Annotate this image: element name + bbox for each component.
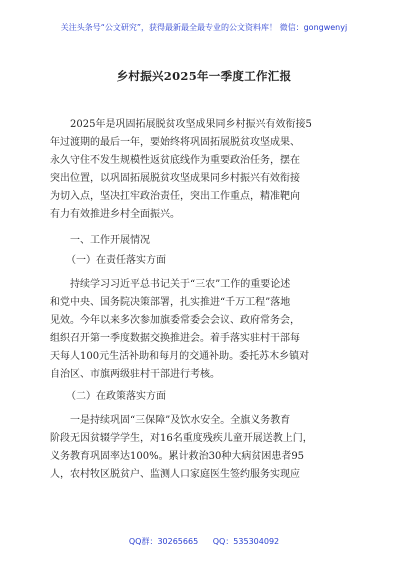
paragraph-line: 2025年是巩固拓展脱贫攻坚成果同乡村振兴有效衔接5 [70, 119, 312, 130]
paragraph-line: 见效。今年以来多次参加旗委常委会会议、政府常务会， [50, 315, 300, 326]
qq-group-number: QQ群：30265665 [128, 537, 199, 546]
paragraph-line: 天每人100元生活补助和每月的交通补助。委托苏木乡镇对 [50, 351, 310, 362]
paragraph-line: 自治区、市旗两级驻村干部进行考核。 [50, 369, 220, 380]
subsection-heading: （二）在政策落实方面 [66, 391, 166, 402]
footer-contact [0, 536, 408, 547]
paragraph-line: 一是持续巩固“三保障”及饮水安全。全旗义务教育 [70, 415, 291, 426]
paragraph-line: 组织召开第一季度数据交换推进会。着手落实驻村干部每 [50, 333, 300, 344]
paragraph-line: 义务教育巩固率达100%。累计救治30种大病贫困患者95 [50, 451, 305, 462]
paragraph-line: 突出位置，以巩固拓展脱贫攻坚成果同乡村振兴有效衔接 [50, 173, 300, 184]
paragraph-line: 持续学习习近平总书记关于“三农”工作的重要论述 [70, 279, 291, 290]
paragraph-line: 阶段无因贫辍学学生，对16名重度残疾儿童开展送教上门， [50, 433, 313, 444]
section-heading: 一、工作开展情况 [70, 235, 150, 246]
subsection-heading: （一）在责任落实方面 [66, 255, 166, 266]
paragraph-line: 人，农村牧区脱贫户、监测人口家庭医生签约服务实现应 [50, 469, 300, 480]
paragraph-line: 为切入点，坚决扛牢政治责任，突出工作重点，精准靶向 [50, 191, 300, 202]
document-title: 乡村振兴2025年一季度工作汇报 [116, 69, 292, 83]
paragraph-line: 年过渡期的最后一年，要始终将巩固拓展脱贫攻坚成果、 [50, 137, 300, 148]
header-banner: 关注头条号“公文研究”，获得最新最全最专业的公文资料库！ 微信：gongwenyj [60, 23, 348, 32]
paragraph-line: 永久守住不发生规模性返贫底线作为重要政治任务，摆在 [50, 155, 300, 166]
paragraph-line: 和党中央、国务院决策部署，扎实推进“千万工程”落地 [50, 297, 291, 308]
paragraph-line: 有力有效推进乡村全面振兴。 [50, 209, 180, 220]
qq-number: QQ：535304092 [212, 537, 280, 546]
